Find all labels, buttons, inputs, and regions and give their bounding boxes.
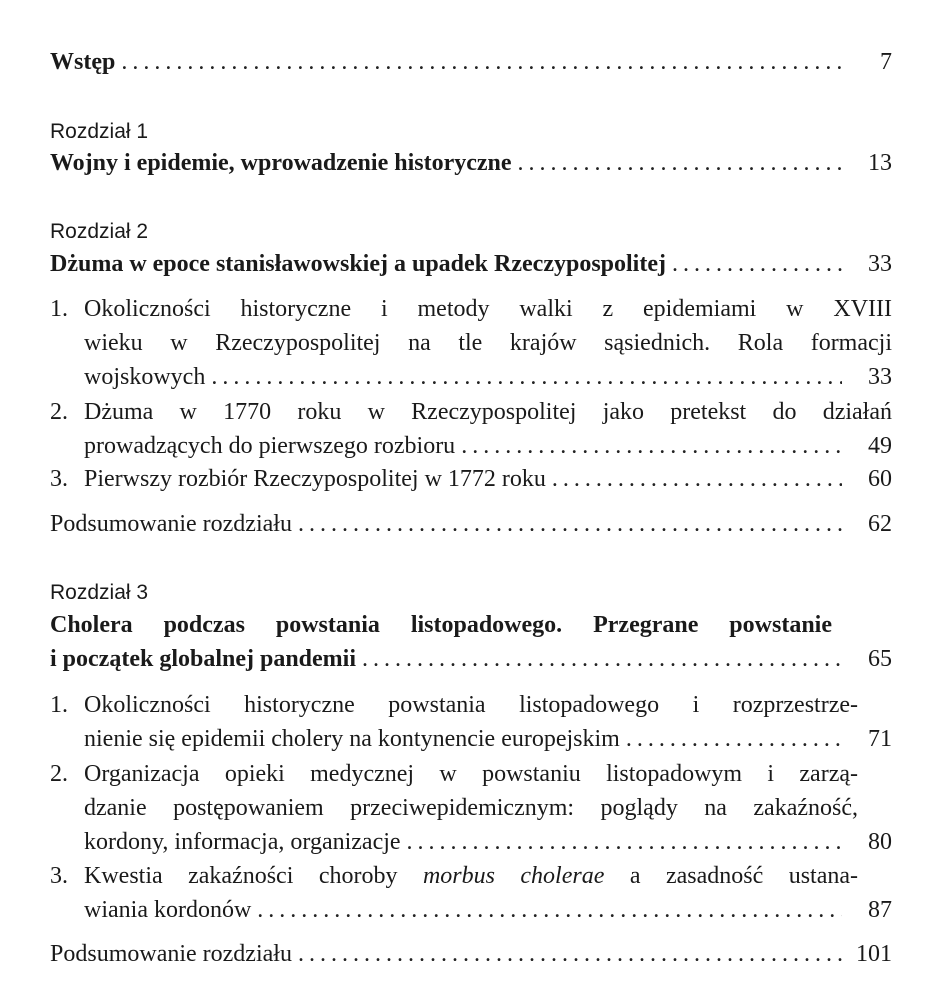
chapter-title: Wojny i epidemie, wprowadzenie historyczne [50, 150, 512, 176]
page-number: 49 [868, 433, 892, 459]
section-line [84, 859, 858, 893]
section-number: 2. [50, 761, 68, 787]
section-entry[interactable] [50, 757, 892, 791]
section-line: wiania kordonów [84, 897, 252, 923]
chapter-label: Rozdział 3 [50, 581, 149, 604]
entry-title: Wstęp [50, 49, 116, 75]
section-number: 1. [50, 296, 68, 322]
section-line: prowadzących do pierwszego rozbioru [84, 433, 456, 459]
page-number: 62 [868, 511, 892, 537]
section-line: Dżuma w 1770 roku w Rzeczypospolitej jako pretekst do działań [84, 399, 892, 425]
section-line: wojskowych [84, 364, 206, 390]
leader-dots [298, 507, 842, 541]
chapter-title: Cholera podczas powstania listopadowego. Przegrane powstanie [50, 612, 832, 638]
section-line: kordony, informacja, organizacje [84, 829, 401, 855]
page-number: 60 [868, 466, 892, 492]
chapter-title: Dżuma w epoce stanisławowskiej a upadek Rzeczypospolitej [50, 251, 666, 277]
section-line: dzanie postępowaniem przeciwepidemicznym: poglądy na zakaźność, [84, 795, 858, 821]
leader-dots [672, 247, 842, 281]
section-entry[interactable] [50, 292, 892, 326]
section-line-last [50, 429, 892, 463]
page-number: 33 [868, 251, 892, 277]
section-line-last [50, 360, 892, 394]
section-entry[interactable] [50, 688, 892, 722]
page-number: 13 [868, 150, 892, 176]
section-entry[interactable] [50, 462, 892, 496]
leader-dots [626, 722, 842, 756]
leader-dots [362, 642, 842, 676]
section-line-continuation [50, 326, 892, 360]
section-line: Pierwszy rozbiór Rzeczypospolitej w 1772 roku [84, 466, 546, 492]
chapter-label: Rozdział 2 [50, 220, 149, 243]
toc-entry-chapter-1[interactable] [50, 146, 892, 180]
leader-dots [257, 893, 842, 927]
page-number: 7 [880, 49, 892, 75]
section-line-head: Kwestia zakaźności choroby [84, 863, 423, 889]
leader-dots [211, 360, 842, 394]
leader-dots [518, 146, 842, 180]
toc-entry-chapter-3[interactable] [50, 608, 892, 642]
leader-dots [121, 45, 842, 79]
chapter-label: Rozdział 1 [50, 120, 149, 143]
section-line: Organizacja opieki medycznej w powstaniu listopadowym i zarzą- [84, 761, 858, 787]
toc-entry-chapter-2[interactable] [50, 247, 892, 281]
section-entry[interactable] [50, 395, 892, 429]
section-number: 2. [50, 399, 68, 425]
section-line: Okoliczności historyczne powstania listopadowego i rozprzestrze- [84, 692, 858, 718]
chapter-title: i początek globalnej pandemii [50, 646, 357, 672]
page-number: 65 [868, 646, 892, 672]
section-number: 1. [50, 692, 68, 718]
leader-dots [298, 937, 842, 971]
summary-title: Podsumowanie rozdziału [50, 941, 292, 967]
section-line-italic: morbus cholerae [422, 863, 605, 889]
toc-entry-summary[interactable] [50, 937, 892, 971]
section-line: wieku w Rzeczypospolitej na tle krajów sąsiednich. Rola formacji [84, 330, 892, 356]
page-number: 80 [868, 829, 892, 855]
page-number: 33 [868, 364, 892, 390]
section-line-tail: a zasadność ustana- [604, 863, 858, 889]
page-number: 101 [856, 941, 892, 967]
section-line-last [50, 825, 892, 859]
section-line-last [50, 722, 892, 756]
section-line: Okoliczności historyczne i metody walki z epidemiami w XVIII [84, 296, 892, 322]
section-entry[interactable] [50, 859, 892, 893]
toc-entry-summary[interactable] [50, 507, 892, 541]
section-number: 3. [50, 466, 68, 492]
leader-dots [461, 429, 842, 463]
leader-dots [552, 462, 842, 496]
summary-title: Podsumowanie rozdziału [50, 511, 292, 537]
toc-entry-intro[interactable] [50, 45, 892, 79]
leader-dots [407, 825, 842, 859]
section-line-continuation [50, 791, 892, 825]
page-number: 87 [868, 897, 892, 923]
section-line: nienie się epidemii cholery na kontynencie europejskim [84, 726, 620, 752]
chapter-title-continuation [50, 642, 892, 676]
page-number: 71 [868, 726, 892, 752]
section-line-last [50, 893, 892, 927]
section-number: 3. [50, 863, 68, 889]
